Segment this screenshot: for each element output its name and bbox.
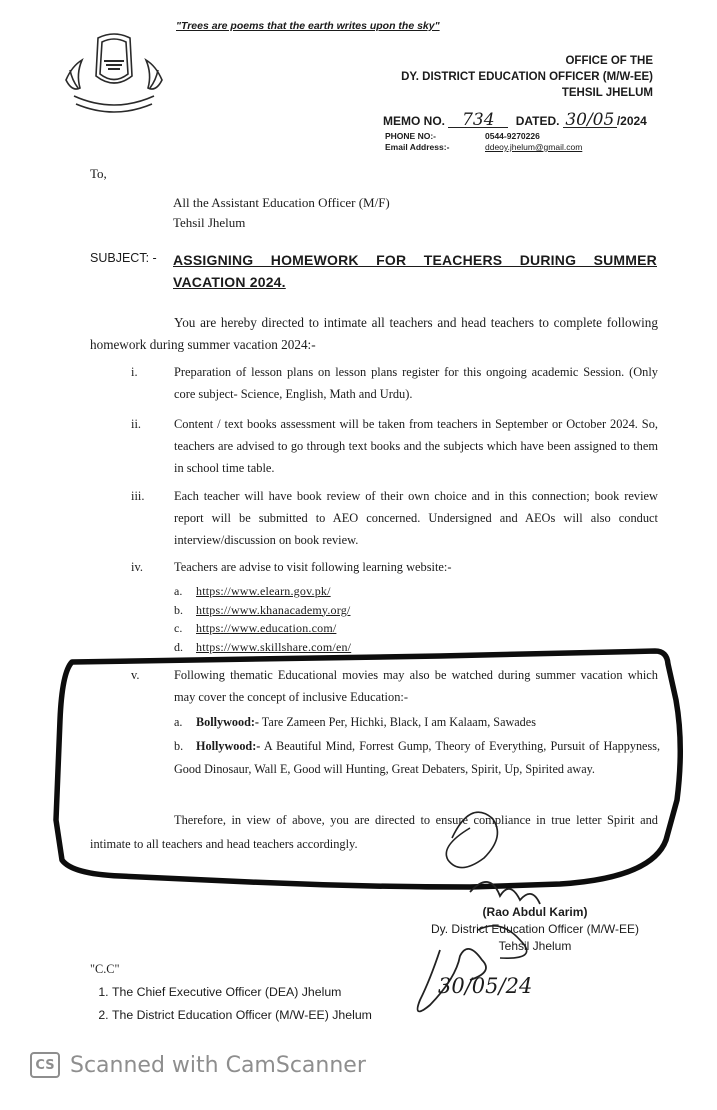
signature-block: [420, 904, 650, 955]
cc-block: [90, 958, 372, 1027]
link-url[interactable]: https://www.khanacademy.org/: [196, 602, 351, 617]
item-number: iv.: [131, 560, 143, 574]
intro-paragraph: You are hereby directed to intimate all teachers and head teachers to complete following homework during summer vacation 2024:-: [90, 315, 658, 352]
item-text: Following thematic Educational movies may also be watched during summer vacation which may cover the concept of inclusive Education:-: [174, 668, 658, 704]
link-key: a.: [174, 584, 183, 598]
office-line-1: OFFICE OF THE: [565, 55, 653, 67]
office-line-3: TEHSIL JHELUM: [561, 87, 653, 99]
to-line: To,: [90, 166, 107, 181]
link-key: c.: [174, 621, 183, 635]
email-label: Email Address:-: [385, 142, 450, 152]
dated-label: DATED.: [515, 114, 560, 128]
item-text: Each teacher will have book review of their own choice and in this connection; book review report will be submitted to AEO concerned. Undersigned and AEOs will also conduct interview/discussion on book review.: [174, 489, 658, 547]
phone-number: 0544-9270226: [485, 131, 540, 141]
addressee-line-1: All the Assistant Education Officer (M/F): [173, 195, 390, 210]
link-url[interactable]: https://www.elearn.gov.pk/: [196, 584, 331, 598]
memo-label: MEMO NO.: [383, 114, 445, 128]
hollywood-label: Hollywood:-: [196, 739, 261, 753]
link-url[interactable]: https://www.education.com/: [196, 621, 337, 635]
signatory-name: (Rao Abdul Karim): [482, 905, 588, 919]
movie-key: a.: [174, 715, 183, 729]
item-number: ii.: [131, 417, 141, 431]
motto: "Trees are poems that the earth writes upon the sky": [176, 20, 440, 32]
cc-item: 1. The Chief Executive Officer (DEA) Jhelum: [112, 981, 372, 1004]
email-address: ddeoy.jhelum@gmail.com: [485, 142, 583, 152]
signatory-title: Dy. District Education Officer (M/W-EE): [430, 922, 640, 936]
subject-text: ASSIGNING HOMEWORK FOR TEACHERS DURING SUMMER VACATION 2024.: [173, 252, 657, 290]
camscanner-icon: CS: [30, 1052, 60, 1078]
camscanner-text: Scanned with CamScanner: [70, 1052, 366, 1078]
camscanner-watermark: [30, 1052, 366, 1078]
bollywood-list: Tare Zameen Per, Hichki, Black, I am Kalaam, Sawades: [258, 715, 536, 729]
item-number: iii.: [131, 489, 145, 503]
item-number: v.: [131, 668, 140, 682]
memo-year: /2024: [616, 114, 647, 128]
subject-label: SUBJECT: -: [90, 251, 157, 265]
hollywood-list: A Beautiful Mind, Forrest Gump, Theory of Everything, Pursuit of Happyness, Good Dinosaur, Wall E, Good will Hunting, Great Debaters, Spirit, Up, Spirited away.: [174, 739, 660, 776]
handwritten-date: 30/05/24: [438, 974, 533, 998]
memo-number: 734: [448, 113, 508, 128]
addressee-line-2: Tehsil Jhelum: [173, 215, 246, 230]
item-text: Content / text books assessment will be taken from teachers in September or October 2024. So, teachers are advised to go through text books and the subjects which have been assigned to them in school time table.: [174, 417, 658, 475]
signatory-place: Tehsil Jhelum: [498, 939, 572, 953]
movie-key: b.: [174, 739, 184, 753]
link-key: b.: [174, 602, 183, 617]
closing-paragraph: Therefore, in view of above, you are directed to ensure compliance in true letter Spirit and intimate to all teachers and head teachers accordingly.: [90, 813, 658, 851]
item-text: Teachers are advise to visit following learning website:-: [174, 560, 452, 574]
cc-label: "C.C": [90, 962, 120, 976]
phone-label: PHONE NO:-: [385, 131, 436, 141]
memo-date: 30/05: [563, 113, 617, 128]
item-text: Preparation of lesson plans on lesson plans register for this ongoing academic Session. (Only core subject- Science, English, Math and Urdu).: [174, 365, 658, 401]
office-line-2: DY. DISTRICT EDUCATION OFFICER (M/W-EE): [401, 71, 653, 83]
bollywood-label: Bollywood:-: [196, 715, 259, 729]
cc-item: 2. The District Education Officer (M/W-EE) Jhelum: [112, 1004, 372, 1027]
cc-list: [90, 981, 372, 1027]
item-number: i.: [131, 365, 138, 379]
link-url[interactable]: https://www.skillshare.com/en/: [196, 639, 352, 654]
link-key: d.: [174, 639, 183, 654]
